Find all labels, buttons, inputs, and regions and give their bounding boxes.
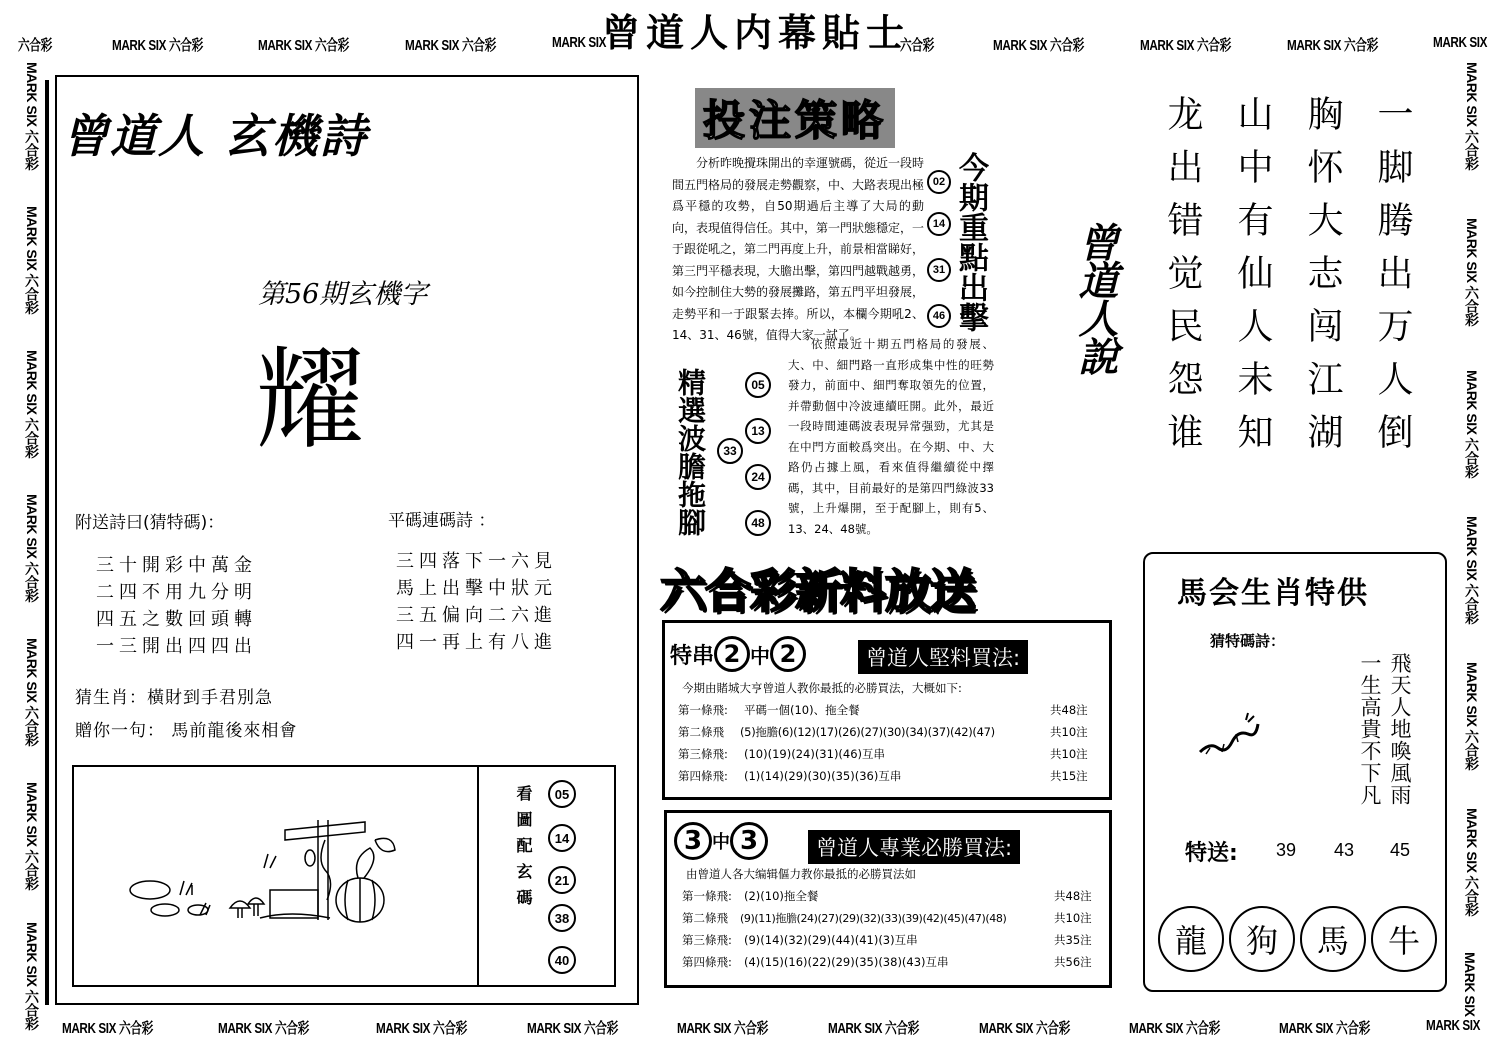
row-label: 第二條飛: [682, 911, 728, 925]
rock: [130, 881, 170, 899]
guess-zodiac-line: 猜生肖：橫財到手君別急: [75, 688, 273, 708]
mark-six-marker: MARK SIX 六合彩: [1464, 370, 1480, 479]
row-label: 第四條飛:: [682, 955, 732, 969]
row-content: (10)(19)(24)(31)(46)互串: [744, 747, 886, 761]
mark-six-marker: MARK SIX: [552, 34, 607, 51]
dragon-icon: [1196, 712, 1260, 758]
mark-six-marker: MARK SIX 六合彩: [24, 638, 40, 747]
row-content: (1)(14)(29)(30)(35)(36)互串: [744, 769, 902, 783]
focus-number: 31: [927, 258, 951, 282]
poem-right-column: [1300, 95, 1344, 466]
poem-char: 有: [1232, 201, 1273, 254]
mark-six-marker: MARK SIX 六合彩: [979, 1020, 1070, 1037]
poem1-line: 二四不用九分明: [96, 582, 257, 603]
poem-right-label: 曾道人說: [1072, 222, 1119, 374]
mark-six-marker: MARK SIX 六合彩: [24, 206, 40, 315]
poem-char: 山: [1232, 95, 1273, 148]
poem-char: 万: [1372, 307, 1413, 360]
mystery-character: 耀: [255, 336, 365, 464]
poem-char: 腾: [1372, 201, 1413, 254]
strategy-paragraph2: 依照最近十期五門格局的發展、大、中、細門路一直形成集中性的旺勢發力，前面中、細門奪取領先的位置，并帶動個中冷波連續旺開。此外，最近一段時間連碼波表現异常强勁，尤其是在中門方面較爲突出。在今期、中、大路仍占據上風，看來值得繼續從中擇碼，其中，目前最好的是第四門綠波33號，上升爆開，至于配腳上，則有5、13、24、48號。: [788, 337, 994, 536]
picture-number: 21: [548, 866, 576, 894]
mark-six-marker: 六合彩: [900, 37, 934, 54]
poem2: [396, 548, 557, 656]
row-label: 第四條飛:: [678, 769, 728, 783]
mark-six-marker: MARK SIX 六合彩: [258, 37, 349, 54]
poem-char: 龙: [1162, 95, 1203, 148]
box2-badge-number: 3: [674, 822, 712, 860]
focus-label: 今期重點出擊: [953, 152, 988, 332]
poem-char: 民: [1162, 307, 1203, 360]
box2-intro: 由曾道人各大编辑傴力教你最抵的必勝買法如: [686, 867, 916, 881]
poem2-title: 平碼連碼詩 ：: [388, 511, 496, 531]
mark-six-marker: MARK SIX 六合彩: [376, 1020, 467, 1037]
poem1-line: 一三開出四四出: [96, 636, 257, 657]
poem-char: 知: [1232, 413, 1273, 466]
poem2-line: 四一再上有八進: [396, 632, 557, 653]
row-count: 共10注: [1054, 911, 1092, 925]
box1-badge: [670, 636, 806, 672]
picture-number: 05: [548, 780, 576, 808]
row-label: 第三條飛:: [678, 747, 728, 761]
mark-six-marker: MARK SIX 六合彩: [1464, 662, 1480, 771]
poem-char: 志: [1302, 254, 1343, 307]
box1-badge-prefix: 特串: [670, 643, 715, 669]
pumpkin-ribs: [345, 878, 375, 922]
poem-char: 人: [1232, 307, 1273, 360]
poem-right-column: [1230, 95, 1274, 466]
box1-badge-number: 2: [770, 636, 806, 672]
poem-char: 仙: [1232, 254, 1273, 307]
row-count: 共15注: [1050, 769, 1088, 783]
row-content: (9)(11)拖膽(24)(27)(29)(32)(33)(39)(42)(45)(47)(48): [740, 912, 1007, 925]
mark-six-marker: MARK SIX 六合彩: [1464, 62, 1480, 171]
mark-six-marker: MARK SIX: [1433, 34, 1488, 51]
poem-char: 未: [1232, 360, 1273, 413]
picture-caption: 看圖配玄碼: [514, 785, 533, 915]
poem-char: 湖: [1302, 413, 1343, 466]
row-content: (5)拖膽(6)(12)(17)(26)(27)(30)(34)(37)(42)(47): [740, 725, 995, 739]
poem-char: 江: [1302, 360, 1343, 413]
focus-number: 46: [927, 304, 951, 328]
poem-char: 出: [1162, 148, 1203, 201]
grass: [264, 854, 276, 868]
select-number: 05: [745, 372, 771, 398]
row-label: 第一條飛:: [678, 703, 728, 717]
mark-six-marker: MARK SIX 六合彩: [1140, 37, 1231, 54]
box2-badge-number: 3: [730, 822, 768, 860]
gift-line: 贈你一句： 馬前龍後來相會: [75, 721, 298, 741]
poem-char: 中: [1232, 148, 1273, 201]
row-content: (2)(10)拖全餐: [744, 889, 819, 903]
mark-six-marker: MARK SIX 六合彩: [1464, 218, 1480, 327]
special-number: 39: [1276, 840, 1297, 860]
zodiac-poem-column: 飛天人地喚風雨: [1388, 652, 1412, 806]
row-count: 共56注: [1054, 955, 1092, 969]
box1-header: 曾道人堅料買法:: [858, 640, 1028, 674]
vine: [321, 840, 331, 900]
poem-char: 人: [1372, 360, 1413, 413]
mark-six-marker: MARK SIX 六合彩: [1464, 516, 1480, 625]
box1-badge-number: 2: [714, 636, 750, 672]
row-label: 第二條飛: [678, 725, 724, 739]
poem-char: 怨: [1162, 360, 1203, 413]
box1-badge-mid: 中: [750, 643, 771, 668]
picture-number: 14: [548, 824, 576, 852]
poem-char: 倒: [1372, 413, 1413, 466]
mark-six-marker: MARK SIX 六合彩: [62, 1020, 153, 1037]
special-label: 特送:: [1185, 841, 1238, 866]
select-number: 48: [745, 510, 771, 536]
mark-six-marker: MARK SIX 六合彩: [1279, 1020, 1370, 1037]
row-content: (4)(15)(16)(22)(29)(35)(38)(43)互串: [744, 955, 949, 969]
poem-right: [1160, 95, 1420, 515]
picture-number: 38: [548, 904, 576, 932]
row-content: 平碼一個(10)、拖全餐: [744, 703, 860, 717]
mark-six-marker: MARK SIX 六合彩: [828, 1020, 919, 1037]
poem1-title: 附送詩曰(猜特碼)：: [75, 513, 225, 533]
row-content: (9)(14)(32)(29)(44)(41)(3)互串: [744, 933, 918, 947]
scene-illustration: [120, 800, 410, 940]
poem-char: 胸: [1302, 95, 1343, 148]
select-number: 13: [745, 418, 771, 444]
select-number: 24: [745, 464, 771, 490]
poem-char: 谁: [1162, 413, 1203, 466]
mark-six-marker: MARK SIX 六合彩: [24, 494, 40, 603]
zodiac-circle: 龍: [1158, 906, 1224, 972]
left-panel-heading: 曾道人 玄機詩: [62, 109, 369, 163]
poem-char: 错: [1162, 201, 1203, 254]
box2-header: 曾道人專業必勝買法:: [808, 830, 1020, 864]
picture-number: 40: [548, 946, 576, 974]
zodiac-circle: 馬: [1300, 906, 1366, 972]
mark-six-marker: MARK SIX 六合彩: [24, 350, 40, 459]
mark-six-marker: MARK SIX 六合彩: [1287, 37, 1378, 54]
poem-char: 脚: [1372, 148, 1413, 201]
grass: [180, 881, 192, 895]
strategy-paragraph1: 分析昨晚攪珠開出的幸運號碼，從近一段時間五門格局的發展走勢觀察，中、大路表現出極爲平穩的攻勢，自50期過后主導了大局的動向，表現值得信任。其中，第一門狀態穩定，一于跟從吼之，第二門再度上升，前景相當睇好，第三門平穩表現，大膽出擊，第四門越戰越勇，如今控制住大勢的發展攤路，第五門平坦發展，走勢平和一于跟緊去捧。所以，本欄今期吼2、14、31、46號，值得大家一試了。: [672, 156, 925, 342]
mark-six-marker: MARK SIX 六合彩: [677, 1020, 768, 1037]
poem2-line: 三四落下一六見: [396, 551, 557, 572]
box1-intro: 今期由賭城大亨曾道人教你最抵的必勝買法，大概如下:: [682, 681, 962, 695]
poem-char: 一: [1372, 95, 1413, 148]
poem1-line: 四五之數回頭轉: [96, 609, 257, 630]
row-count: 共48注: [1054, 889, 1092, 903]
poem-char: 觉: [1162, 254, 1203, 307]
row-count: 共35注: [1054, 933, 1092, 947]
strategy-title: 投注策略: [695, 88, 895, 148]
leaf: [357, 838, 396, 878]
zodiac-circle: 牛: [1371, 906, 1437, 972]
mark-six-marker: MARK SIX 六合彩: [24, 922, 40, 1031]
focus-number: 02: [927, 170, 951, 194]
mark-six-marker: 六合彩: [18, 37, 52, 54]
focus-number: 14: [927, 212, 951, 236]
poem-right-column: [1160, 95, 1204, 466]
mark-six-marker: MARK SIX 六合彩: [24, 782, 40, 891]
special-number: 43: [1334, 840, 1355, 860]
new-material-title: 六合彩新料放送: [660, 564, 975, 618]
row-count: 共10注: [1050, 747, 1088, 761]
poem-char: 闯: [1302, 307, 1343, 360]
poem1-line: 三十開彩中萬金: [96, 555, 257, 576]
mark-six-marker: MARK SIX 六合彩: [405, 37, 496, 54]
beam: [285, 822, 365, 840]
poem2-line: 馬上出擊中狀元: [396, 578, 557, 599]
poem-right-column: [1370, 95, 1414, 466]
mark-six-marker: MARK SIX 六合彩: [527, 1020, 618, 1037]
mark-six-marker: MARK SIX: [1426, 1017, 1481, 1034]
mark-six-marker: MARK SIX 六合彩: [1129, 1020, 1220, 1037]
zodiac-poem-label: 猜特碼詩：: [1210, 632, 1286, 650]
mushroom: [230, 901, 250, 918]
left-panel-shadow: [45, 80, 49, 1005]
row-label: 第三條飛:: [682, 933, 732, 947]
banner-title: 曾道人内幕貼士: [602, 10, 911, 55]
select-label: 精選波膽拖腳: [674, 368, 707, 536]
rock: [151, 904, 179, 916]
box2-badge-mid: 中: [712, 832, 730, 853]
poem1: [96, 552, 257, 660]
zodiac-special-title: 馬会生肖特供: [1177, 576, 1369, 611]
mark-six-marker: MARK SIX 六合彩: [24, 62, 40, 171]
post: [318, 820, 328, 920]
mark-six-marker: MARK SIX: [1462, 952, 1478, 1017]
box2-badge: [674, 822, 768, 860]
zodiac-poem-column: 一生高貴不下凡: [1358, 652, 1382, 806]
poem2-line: 三五偏向二六進: [396, 605, 557, 626]
mark-six-marker: MARK SIX 六合彩: [112, 37, 203, 54]
select-main-number: 33: [717, 438, 743, 464]
poem-char: 出: [1372, 254, 1413, 307]
mark-six-marker: MARK SIX 六合彩: [993, 37, 1084, 54]
row-label: 第一條飛:: [682, 889, 732, 903]
row-count: 共10注: [1050, 725, 1088, 739]
poem-char: 大: [1302, 201, 1343, 254]
picture-box-divider: [477, 765, 479, 987]
zodiac-circle: 狗: [1229, 906, 1295, 972]
row-count: 共48注: [1050, 703, 1088, 717]
issue-label: 第56期玄機字: [258, 279, 428, 310]
gourd: [305, 850, 315, 866]
mark-six-marker: MARK SIX 六合彩: [1464, 808, 1480, 917]
special-number: 45: [1390, 840, 1411, 860]
poem-char: 怀: [1302, 148, 1343, 201]
mark-six-marker: MARK SIX 六合彩: [218, 1020, 309, 1037]
mushroom: [248, 898, 264, 916]
